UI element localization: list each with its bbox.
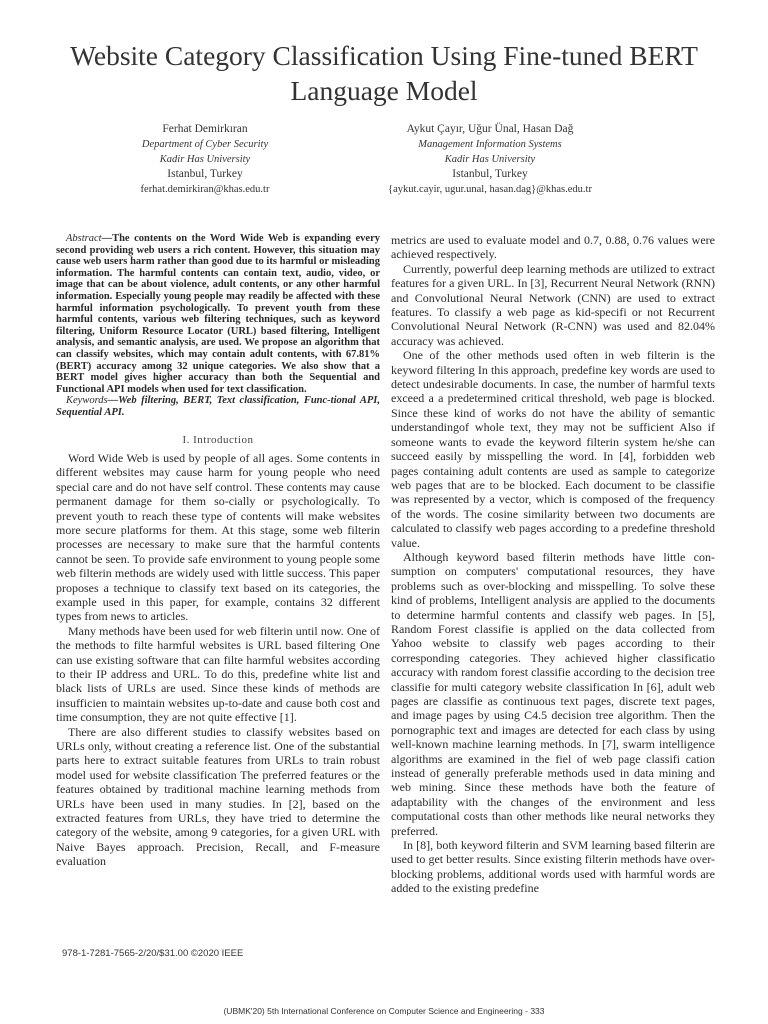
author-university: Kadir Has University [159,154,251,165]
paper-title: Website Category Classification Using Fine-tuned BERT Language Model [70,40,698,106]
author-department: Department of Cyber Security [141,139,269,150]
author-email: {aykut.cayir, ugur.unal, hasan.dag}@khas.edu.tr [388,184,592,195]
author-location: Istanbul, Turkey [452,168,528,180]
right-column [391,233,715,896]
body-paragraph: Word Wide Web is used by people of all ages. Some contents in different websites may cause harm for young people who need special care and do not have self control. These contents may cause permanent damage for them so-cially or psychologically. To prevent youth to reach these type of contents will make websites more secure platforms for them. At this stage, some web filterin processes are necessary to make sure that the harmful contents cannot be seen. To provide safe environment to young people some web filterin methods are widely used with little success. This paper proposes a technique to classify text based on its categories, the example used in this paper, for example, contains 32 different types from news to articles. [56,450,380,624]
author-email: ferhat.demirkiran@khas.edu.tr [140,184,270,195]
section-heading: I. Introduction [182,433,254,446]
author-university: Kadir Has University [444,154,536,165]
body-paragraph: One of the other methods used often in web filterin is the keyword filtering In this approach, predefine key words are used to detect undesirable documents. In case, the number of harmful texts exceed a a predetermined critical threshold, web page is blocked. Since these kind of works do not have the ability of semantic understandingof whole text, they may not be sufficient Also if someone wants to evade the keyword filterin system he/she can succeed easily by misspelling the word. In [4], forbidden web pages containing adult contents are used as sample to categorize web pages that are to be blocked. Each document to be classifie was represented by a vector, which is composed of the frequency of the words. The cosine similarity between two documents are calculated to classify web pages according to a predefine threshold value. [391,348,715,550]
author-department: Management Information Systems [418,139,562,150]
body-paragraph: Currently, powerful deep learning methods are utilized to extract features for a given URL. In [3], Recurrent Neural Network (RNN) and Convolutional Neural Network (CNN) are used to extract features. To classify a web page as kid-specifi or not Recurrent Convolutional Neural Network (R-CNN) was used and 82.04% accuracy was achieved. [391,261,715,348]
author-location: Istanbul, Turkey [167,168,243,180]
copyright-notice: 978-1-7281-7565-2/20/$31.00 ©2020 IEEE [62,948,244,959]
body-paragraph: metrics are used to evaluate model and 0.7, 0.88, 0.76 values were achieved respectively. [391,233,715,262]
keywords [56,395,380,418]
abstract [56,233,380,395]
keywords-text: —Web filtering, BERT, Text classification, Func-tional API, Sequential API. [56,395,380,418]
body-paragraph: Many methods have been used for web filterin until now. One of the methods to filte harmful websites is URL based filtering One can use existing software that can filte harmful websites according to their IP address and URL. To do this, predefine white list and black lists of URLs are used. Since these kinds of methods are insufficien to maintain websites up-to-date and cause both cost and time consumption, they are not quite effective [1]. [56,623,380,725]
author-block-1 [110,122,300,197]
body-paragraph: Although keyword based filterin methods have little con-sumption on computers' computational resources, they have problems such as over-blocking and misspelling. To solve these kind of problems, Intelligent analysis are applied to the documents to determine harmful contents and classify web pages. In [5], Random Forest classifie is applied on the data collected from Yahoo website to classify web pages according to their corresponding categories. They achieved higher classificatio accuracy with random forest classifie according to the decision tree classifie for multi category website classification In [6], adult web pages are classifie as continuous text pages, discrete text pages, and image pages by using C4.5 decision tree algorithm. Then the pornographic text and images are detected for each class by using well-known machine learning methods. In [7], swarm intelligence algorithms are examined in the fiel of web page classifi cation instead of generally preferable methods used in data mining and web mining. Since these methods have both the feature of adaptability with the changes of the environment and less computational costs than other methods like neural networks they preferred. [391,549,715,838]
author-block-2 [385,122,595,197]
keywords-label: Keywords [66,395,108,407]
author-name: Ferhat Demirkıran [162,123,248,135]
author-name: Aykut Çayır, Uğur Ünal, Hasan Dağ [406,123,574,135]
abstract-label: Abstract [66,233,102,244]
abstract-text: —The contents on the Word Wide Web is expanding every second providing web users a rich content. However, this situation may cause web users harm rather than good due to its harmful or misleading information. The harmful contents can contain text, audio, video, or image that can be about violence, adult contents, or any other harmful information. Especially young people may readily be affected with these harmful information psychologically. To prevent youth from these harmful contents, various web filtering techniques, such as keyword filtering, Uniform Resource Locator (URL) based filtering, Intelligent analysis, and semantic analysis, are used. We propose an algorithm that can classify websites, which may contain adult contents, with 67.81% (BERT) accuracy among 32 unique categories. We also show that a BERT model gives higher accuracy than both the Sequential and Functional API models when used for text classification. [56,233,380,395]
left-column [56,233,380,869]
body-paragraph: There are also different studies to classify websites based on URLs only, without creating a reference list. One of the substantial parts here to extract suitable features from URLs to train robust model used for website classification The preferred features or the features obtained by traditional machine learning methods from URLs have been used in many studies. In [2], based on the extracted features from URLs, they have tried to determine the category of the website, among 9 categories, for a given URL with Naive Bayes approach. Precision, Recall, and F-measure evaluation [56,724,380,869]
page-footer: (UBMK'20) 5th International Conference on Computer Science and Engineering - 333 [223,1006,545,1016]
body-paragraph: In [8], both keyword filterin and SVM learning based filterin are used to get better results. Since existing filterin methods have over-blocking problems, additional words used with harmful words are added to the existing predefine [391,838,715,896]
